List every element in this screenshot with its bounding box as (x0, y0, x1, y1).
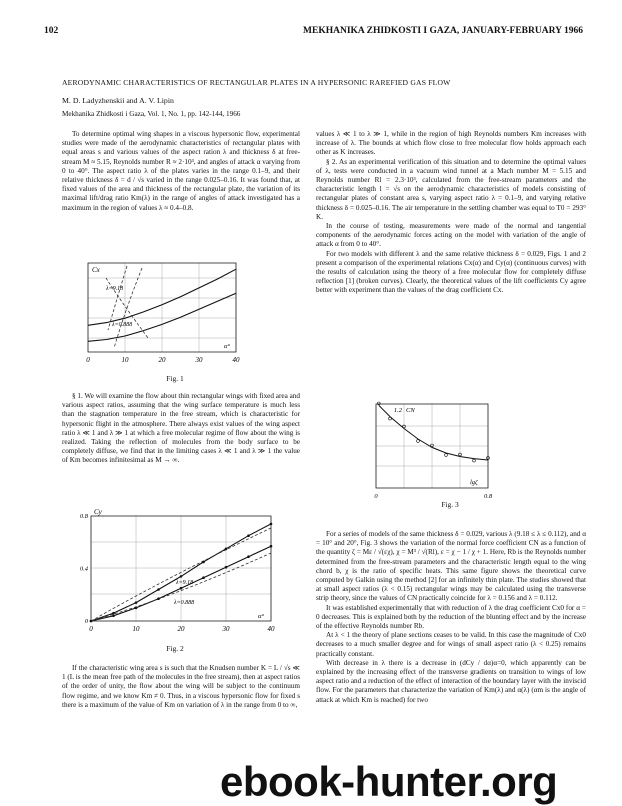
fig3-x-ticks (374, 493, 492, 500)
fig1-x-tick-label: 30 (195, 356, 203, 364)
fig2-data-point (247, 555, 250, 558)
citation: Mekhanika Zhidkosti i Gaza, Vol. 1, No. 1, pp. 142-144, 1966 (62, 110, 241, 118)
fig2-y-tick-label: 0.8 (79, 513, 88, 520)
fig2-y-axis-label: Cy (94, 508, 102, 516)
fig2-data-point (270, 545, 273, 548)
fig3-data-point (473, 459, 476, 462)
fig2-x-tick-label: 0 (89, 625, 93, 633)
fig2-data-point (202, 576, 205, 579)
fig2-data-point (157, 588, 160, 591)
fig2-data-point (112, 614, 115, 617)
fig1-theory-curve-3 (114, 268, 142, 348)
left-paragraph-1: To determine optimal wing shapes in a viscous hypersonic flow, experimental studies were made of the aerodynamic characteristics of rectangular plates with equal areas s and various values of the aspect ration λ and thickness δ at free-stream M ≈ 5.15, Reynolds number R ≈ 2·10³, and angles of attack α varying from 0 to 40°. The aspect ratio λ of the plates varies in the range 0.1–9, and their relative thickness δ = d / √s varied in the range 0.025–0.16. It was found that, at fixed values of the area and thickness of the rectangular plate, the variation of its maximal lift/drag ratio Km(λ) in the range of angles of attack investigated has a maximum in the region of values λ ≈ 0.4–0.8. (62, 130, 300, 212)
fig3-y-axis-label: CN (406, 407, 415, 414)
fig2-x-tick-label: 40 (267, 625, 275, 633)
fig3-x-axis-label: lgζ (470, 479, 478, 486)
fig3-x-tick-label: 0 (374, 493, 378, 500)
fig1-x-axis-label: α° (224, 343, 231, 350)
fig3-y-tick-label: 1.2 (393, 407, 402, 414)
fig1-label-lambda-0.888: λ=0.888 (112, 322, 133, 328)
left-paragraph-3: If the characteristic wing area s is such that the Knudsen number K = L / √s ≪ 1 (L is the mean free path of the molecules in the free stream), then at aspect ratios of the order of unity, the flow about the wing will be subject to the continuum flow regime, and we know Km ≠ 0. Thus, in a viscous hypersonic flow for fixed s there is a maximum of the value of Km on variation of λ in the range from 0 to ∞, (62, 664, 300, 709)
figure-1 (82, 258, 272, 370)
fig1-x-tick-label: 40 (232, 356, 240, 364)
fig2-label-lambda-9.18: λ=9.18 (176, 580, 194, 586)
fig1-x-ticks (86, 356, 240, 364)
fig3-y-ticks (394, 407, 403, 414)
fig2-data-point (180, 587, 183, 590)
figure-2 (76, 508, 286, 638)
fig3-data-point (389, 417, 392, 420)
fig2-data-point (225, 548, 228, 551)
fig1-x-tick-label: 10 (121, 356, 129, 364)
fig2-data-point (157, 597, 160, 600)
fig2-data-point (135, 601, 138, 604)
figure-3 (360, 396, 510, 508)
fig2-x-ticks (89, 625, 275, 633)
fig2-caption: Fig. 2 (166, 644, 184, 653)
fig1-x-tick-label: 20 (158, 356, 166, 364)
article-title: AERODYNAMIC CHARACTERISTICS OF RECTANGULAR PLATES IN A HYPERSONIC RAREFIED GAS FLOW (62, 78, 451, 87)
fig1-x-tick-label: 0 (86, 356, 90, 364)
fig3-data-point (445, 454, 448, 457)
fig2-data-point (202, 561, 205, 564)
fig2-y-tick-label: 0.4 (79, 565, 88, 573)
fig3-data-point (417, 440, 420, 443)
fig2-y-tick-label: 0 (84, 618, 88, 625)
fig1-caption: Fig. 1 (166, 374, 184, 383)
fig2-x-tick-label: 30 (222, 625, 230, 633)
fig3-x-tick-label: 0.8 (483, 493, 493, 500)
fig2-data-point (225, 566, 228, 569)
fig2-x-tick-label: 10 (132, 625, 140, 633)
fig2-x-axis-label: α° (258, 613, 265, 620)
fig3-caption: Fig. 3 (441, 500, 459, 509)
fig2-data-point (90, 620, 93, 623)
fig2-data-point (180, 575, 183, 578)
fig2-data-point (270, 523, 273, 526)
page-number: 102 (44, 26, 59, 36)
fig1-label-lambda-9.18: λ=9.18 (106, 286, 124, 292)
fig2-x-tick-label: 20 (177, 625, 185, 633)
left-paragraph-2: § 1. We will examine the flow about thin rectangular wings with fixed area and various aspect ratios, assuming that the wing surface temperature is much less than the stagnation temperature in the free stream, which is characteristic for hypersonic flight in the atmosphere. There always exist values of the wing aspect ratio λ ≪ 1 and λ ≫ 1 at which a free molecular regime of flow about the wing is realized. Taking the reflection of molecules from the body surface to be completely diffuse, we find that in the limiting cases λ ≪ 1 and λ ≫ 1 the value of Km becomes infinitesimal as M → ∞. (62, 392, 300, 465)
journal-header: MEKHANIKA ZHIDKOSTI I GAZA, JANUARY-FEBRUARY 1966 (303, 26, 583, 36)
right-text-bottom: For a series of models of the same thickness δ = 0.029, various λ (9.18 ≤ λ ≤ 0.112), and α = 10° and 20°, Fig. 3 shows the variation of the normal force coefficient CN as a function of the quantity ζ = Mε / √(εχ), χ = M³ / √(Rl), ε = χ − 1 / χ + 1. Here, Rb is the Reynolds number determined from the free-stream parameters and the characteristic length equal to the wing chord b, χ is the ratio of specific heats. This same figure shows the theoretical curve computed by Galkin using the method [2] for an infinitely thin plate. The studies showed that at small aspect ratios (λ < 0.15) rectangular wings may be calculated using the transverse strip theory, since the values of CN practically coincide for λ = 0.156 and λ = 0.112. It was established experimentally that with reduction of λ the drag coefficient Cx0 for α = 0 decreases. This is explained both by the reduction of the blunting effect and by the increase of the effective Reynolds number Rb. At λ < 1 the theory of plane sections ceases to be valid. In this case the magnitude of Cx0 decreases to a much smaller degree and for wings of small aspect ratio (λ < 0.25) remains practically constant. With decrease in λ there is a decrease in (dCy / dα)α=0, which apparently can be explained by the increasing effect of the transverse gradients on transition to wings of low aspect ratio and a reduction of the effect of interaction of the boundary layer with the inviscid flow. For the parameters that characterize the variation of Km(λ) and α(λ) (αm is the angle of attack at which Km is reached) for two (316, 530, 586, 704)
fig2-y-ticks (80, 513, 89, 625)
fig1-y-axis-label: Cx (92, 266, 100, 274)
fig2-label-lambda-0.888: λ=0.888 (174, 600, 195, 606)
authors: M. D. Ladyzhenskii and A. V. Lipin (62, 96, 174, 105)
watermark: ebook-hunter.org (220, 758, 558, 805)
fig2-data-point (135, 607, 138, 610)
fig2-data-point (112, 612, 115, 615)
fig2-data-point (247, 534, 250, 537)
right-text-top: values λ ≪ 1 to λ ≫ 1, while in the region of high Reynolds numbers Km increases with increase of λ. The bounds at which flow close to free molecular flow holds approach each other as K increases. § 2. As an experimental verification of this situation and to determine the optimal values of λ, tests were conducted in a vacuum wind tunnel at a Mach number M = 5.15 and Reynolds number Rl = 2.3·10³, calculated from the free-stream parameters and the characteristic length l = √s on the aerodynamic characteristics of models consisting of rectangular plates of constant area s, varying aspect ratio λ = 0.1–9, and varying relative thickness δ = 0.025–0.16. The air temperature in the settling chamber was equal to T0 = 293° K. In the course of testing, measurements were made of the normal and tangential components of the aerodynamic forces acting on the model with variation of the angle of attack α from 0 to 40°. For two models with different λ and the same relative thickness δ = 0.029, Figs. 1 and 2 present a comparison of the experimental relations Cx(α) and Cy(α) (continuous curves) with the results of calculation using the theory of a free molecular flow for completely diffuse reflection [1] (broken curves). Clearly, the theoretical values of the lift coefficients Cy agree better with experiment than the values of the drag coefficient Cx. (316, 130, 586, 295)
